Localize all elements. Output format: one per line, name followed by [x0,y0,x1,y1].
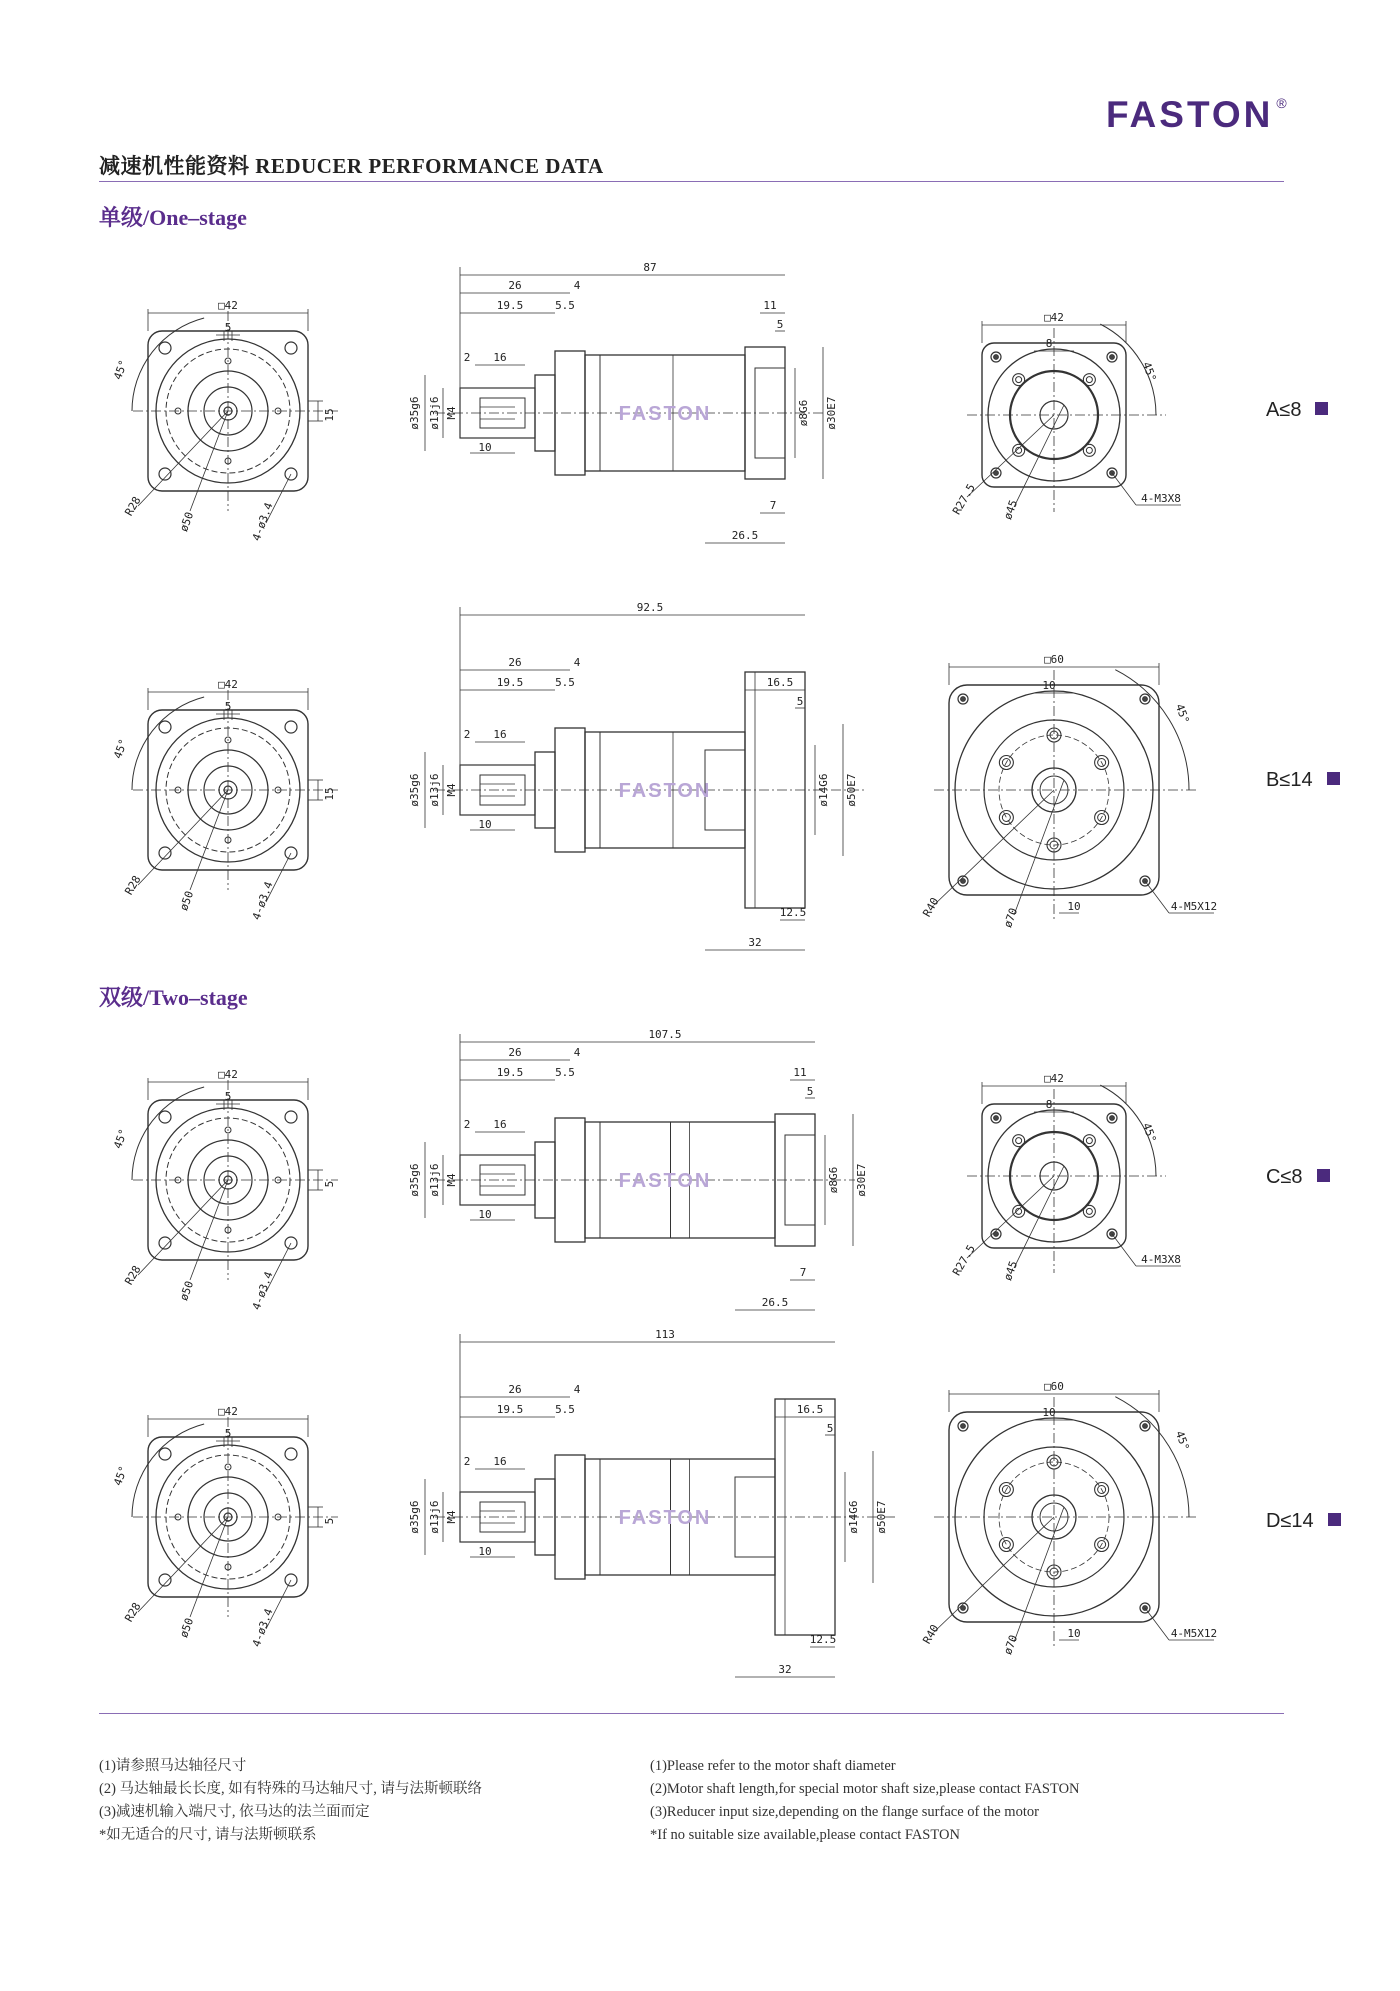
dimension-label: 4-ø3.4 [249,1269,276,1312]
dimension-label: 5 [224,700,232,713]
note-cn-4: *如无适合的尺寸, 请与法斯顿联系 [99,1827,317,1843]
dimension-label: 16 [493,1118,507,1131]
dimension-label: ø13j6 [428,1163,441,1197]
variant-square-icon [1315,402,1328,415]
dimension-label: 5 [224,321,232,334]
section-title-one-stage: 单级/One–stage [99,205,247,230]
dimension-label: 11 [793,1066,807,1079]
dimension-label: 2 [463,351,471,364]
dimension-label: 5.5 [555,299,575,312]
angle-label: 45° [111,1464,131,1488]
note-cn-1: (1)请参照马达轴径尺寸 [99,1758,247,1774]
dimension-label: 87 [643,261,657,274]
brand-name: FASTON [1106,94,1274,135]
variant-label-c [1266,1166,1330,1189]
dimension-label: ø45 [1001,498,1021,522]
dimension-label: 2 [463,728,471,741]
dimension-label: ø14G6 [817,773,830,807]
dimension-label: 26 [508,656,522,669]
dimension-label: 5 [224,1427,232,1440]
dimension-label: 4-ø3.4 [249,1606,276,1649]
dimension-label: ø70 [1001,906,1021,930]
dimension-label: R28 [122,1263,144,1288]
notes-english [650,1755,1080,1847]
dimension-label: ø50E7 [845,773,858,807]
dimension-label: 5.5 [555,1403,575,1416]
dimension-label: 19.5 [496,676,524,689]
variant-code: D≤14 [1266,1510,1314,1532]
dimension-label: 8 [1045,337,1053,350]
dimension-label: 5 [796,695,804,708]
note-cn-3: (3)减速机输入端尺寸, 依马达的法兰面而定 [99,1804,370,1820]
dimension-label: 4-M3X8 [1141,1253,1181,1266]
variant-code: A≤8 [1266,399,1302,421]
dimension-label: 12.5 [809,1633,837,1646]
dimension-label: ø50 [177,1616,197,1640]
dimension-label: R28 [122,873,144,898]
angle-label: 45° [1172,1429,1192,1453]
footer-rule [99,1713,1284,1714]
dimension-label: M4 [445,1510,458,1524]
dimension-label: 26.5 [761,1296,789,1309]
dimension-label: 7 [799,1266,807,1279]
dimension-label: ø35g6 [408,396,421,430]
dimension-label: R28 [122,1600,144,1625]
watermark-logo: FASTON [618,780,712,802]
dimension-label: 16.5 [796,1403,824,1416]
dimension-label: 4-M5X12 [1170,900,1218,913]
flange-view-a [950,311,1181,521]
angle-label: 45° [1172,702,1192,726]
variant-code: C≤8 [1266,1166,1303,1188]
document-title: 减速机性能资料 REDUCER PERFORMANCE DATA [99,154,604,178]
dimension-label: 2 [463,1455,471,1468]
front-view-c [111,1068,338,1312]
dimension-label: 32 [748,936,762,949]
dimension-label: 16 [493,1455,507,1468]
registered-mark: ® [1276,94,1290,111]
dimension-label: 11 [763,299,777,312]
dimension-label: 4 [573,656,581,669]
dimension-label: 10 [478,818,492,831]
dimension-label: 4 [573,279,581,292]
dimension-label: M4 [445,1173,458,1187]
dimension-label: □42 [218,1068,238,1081]
dimension-label: □42 [218,1405,238,1418]
dimension-label: ø13j6 [428,773,441,807]
front-view-b [111,678,338,922]
note-en-2: (2)Motor shaft length,for special motor shaft size,please contact FASTON [650,1781,1080,1797]
dimension-label: 26.5 [731,529,759,542]
dimension-label: 5.5 [555,676,575,689]
side-view-a [408,261,838,543]
dimension-label: 16.5 [766,676,794,689]
dimension-label: 10 [1042,679,1056,692]
dimension-label: ø8G6 [797,399,810,427]
dimension-label: 4-M5X12 [1170,1627,1218,1640]
dimension-label: 32 [778,1663,792,1676]
front-view-d [111,1405,338,1649]
watermark-logo: FASTON [618,1507,712,1529]
dimension-label: □60 [1044,653,1064,666]
dimension-label: 5 [224,1090,232,1103]
dimension-label: 5 [776,318,784,331]
dimension-label: 5.5 [555,1066,575,1079]
angle-label: 45° [111,358,131,382]
dimension-label: 5 [826,1422,834,1435]
dimension-label: R40 [920,1622,942,1647]
angle-label: 45° [111,1127,131,1151]
dimension-label: 26 [508,1383,522,1396]
dimension-label: 10 [1067,900,1081,913]
dimension-label: 4 [573,1046,581,1059]
variant-code: B≤14 [1266,769,1313,791]
dimension-label: ø70 [1001,1633,1021,1657]
dimension-label: 16 [493,351,507,364]
variant-square-icon [1317,1169,1330,1182]
dimension-label: ø50 [177,889,197,913]
dimension-label: 10 [1067,1627,1081,1640]
flange-view-c [950,1072,1181,1282]
dimension-label: 19.5 [496,1403,524,1416]
variant-label-a [1266,399,1328,422]
section-title-two-stage: 双级/Two–stage [99,985,248,1010]
note-cn-2: (2) 马达轴最长长度, 如有特殊的马达轴尺寸, 请与法斯顿联络 [99,1781,483,1797]
dimension-label: □42 [218,299,238,312]
dimension-label: 19.5 [496,1066,524,1079]
dimension-label: 26 [508,1046,522,1059]
angle-label: 45° [1139,1121,1159,1145]
side-view-c [408,1028,868,1310]
dimension-label: ø50 [177,510,197,534]
dimension-label: 4 [573,1383,581,1396]
dimension-label: 15 [323,408,336,422]
dimension-label: ø13j6 [428,1500,441,1534]
dimension-label: M4 [445,783,458,797]
dimension-label: □42 [1044,1072,1064,1085]
dimension-label: R40 [920,895,942,920]
dimension-label: □42 [1044,311,1064,324]
notes-chinese [99,1755,482,1847]
dimension-label: ø35g6 [408,773,421,807]
watermark-logo: FASTON [618,403,712,425]
front-view-a [111,299,338,543]
dimension-label: 12.5 [779,906,807,919]
variant-label-b [1266,769,1340,792]
dimension-label: ø50E7 [875,1500,888,1534]
dimension-label: ø14G6 [847,1500,860,1534]
dimension-label: ø35g6 [408,1163,421,1197]
dimension-label: 16 [493,728,507,741]
dimension-label: 10 [478,1545,492,1558]
angle-label: 45° [1139,360,1159,384]
side-view-b [408,601,865,950]
dimension-label: 5 [806,1085,814,1098]
dimension-label: 10 [478,1208,492,1221]
dimension-label: ø13j6 [428,396,441,430]
dimension-label: 5 [323,1180,336,1188]
dimension-label: 19.5 [496,299,524,312]
dimension-label: □60 [1044,1380,1064,1393]
dimension-label: 4-ø3.4 [249,879,276,922]
note-en-3: (3)Reducer input size,depending on the flange surface of the motor [650,1804,1039,1820]
dimension-label: 107.5 [648,1028,682,1041]
dimension-label: 15 [323,787,336,801]
flange-view-b [920,653,1217,929]
dimension-label: 2 [463,1118,471,1131]
dimension-label: ø50 [177,1279,197,1303]
watermark-logo: FASTON [618,1170,712,1192]
dimension-label: ø35g6 [408,1500,421,1534]
note-en-4: *If no suitable size available,please contact FASTON [650,1827,960,1843]
variant-label-d [1266,1510,1341,1533]
dimension-label: R27.5 [950,481,978,517]
dimension-label: 26 [508,279,522,292]
flange-view-d [920,1380,1217,1656]
variant-square-icon [1327,772,1340,785]
dimension-label: ø30E7 [855,1163,868,1197]
dimension-label: ø8G6 [827,1166,840,1194]
dimension-label: 10 [478,441,492,454]
dimension-label: 5 [323,1517,336,1525]
dimension-label: 92.5 [636,601,664,614]
dimension-label: □42 [218,678,238,691]
dimension-label: ø45 [1001,1259,1021,1283]
dimension-label: ø30E7 [825,396,838,430]
side-view-d [408,1328,895,1677]
dimension-label: 4-M3X8 [1141,492,1181,505]
variant-square-icon [1328,1513,1341,1526]
note-en-1: (1)Please refer to the motor shaft diameter [650,1758,896,1774]
dimension-label: 4-ø3.4 [249,500,276,543]
dimension-label: R28 [122,494,144,519]
dimension-label: M4 [445,406,458,420]
dimension-label: 10 [1042,1406,1056,1419]
angle-label: 45° [111,737,131,761]
dimension-label: 7 [769,499,777,512]
dimension-label: 113 [655,1328,675,1341]
dimension-label: R27.5 [950,1242,978,1278]
dimension-label: 8 [1045,1098,1053,1111]
